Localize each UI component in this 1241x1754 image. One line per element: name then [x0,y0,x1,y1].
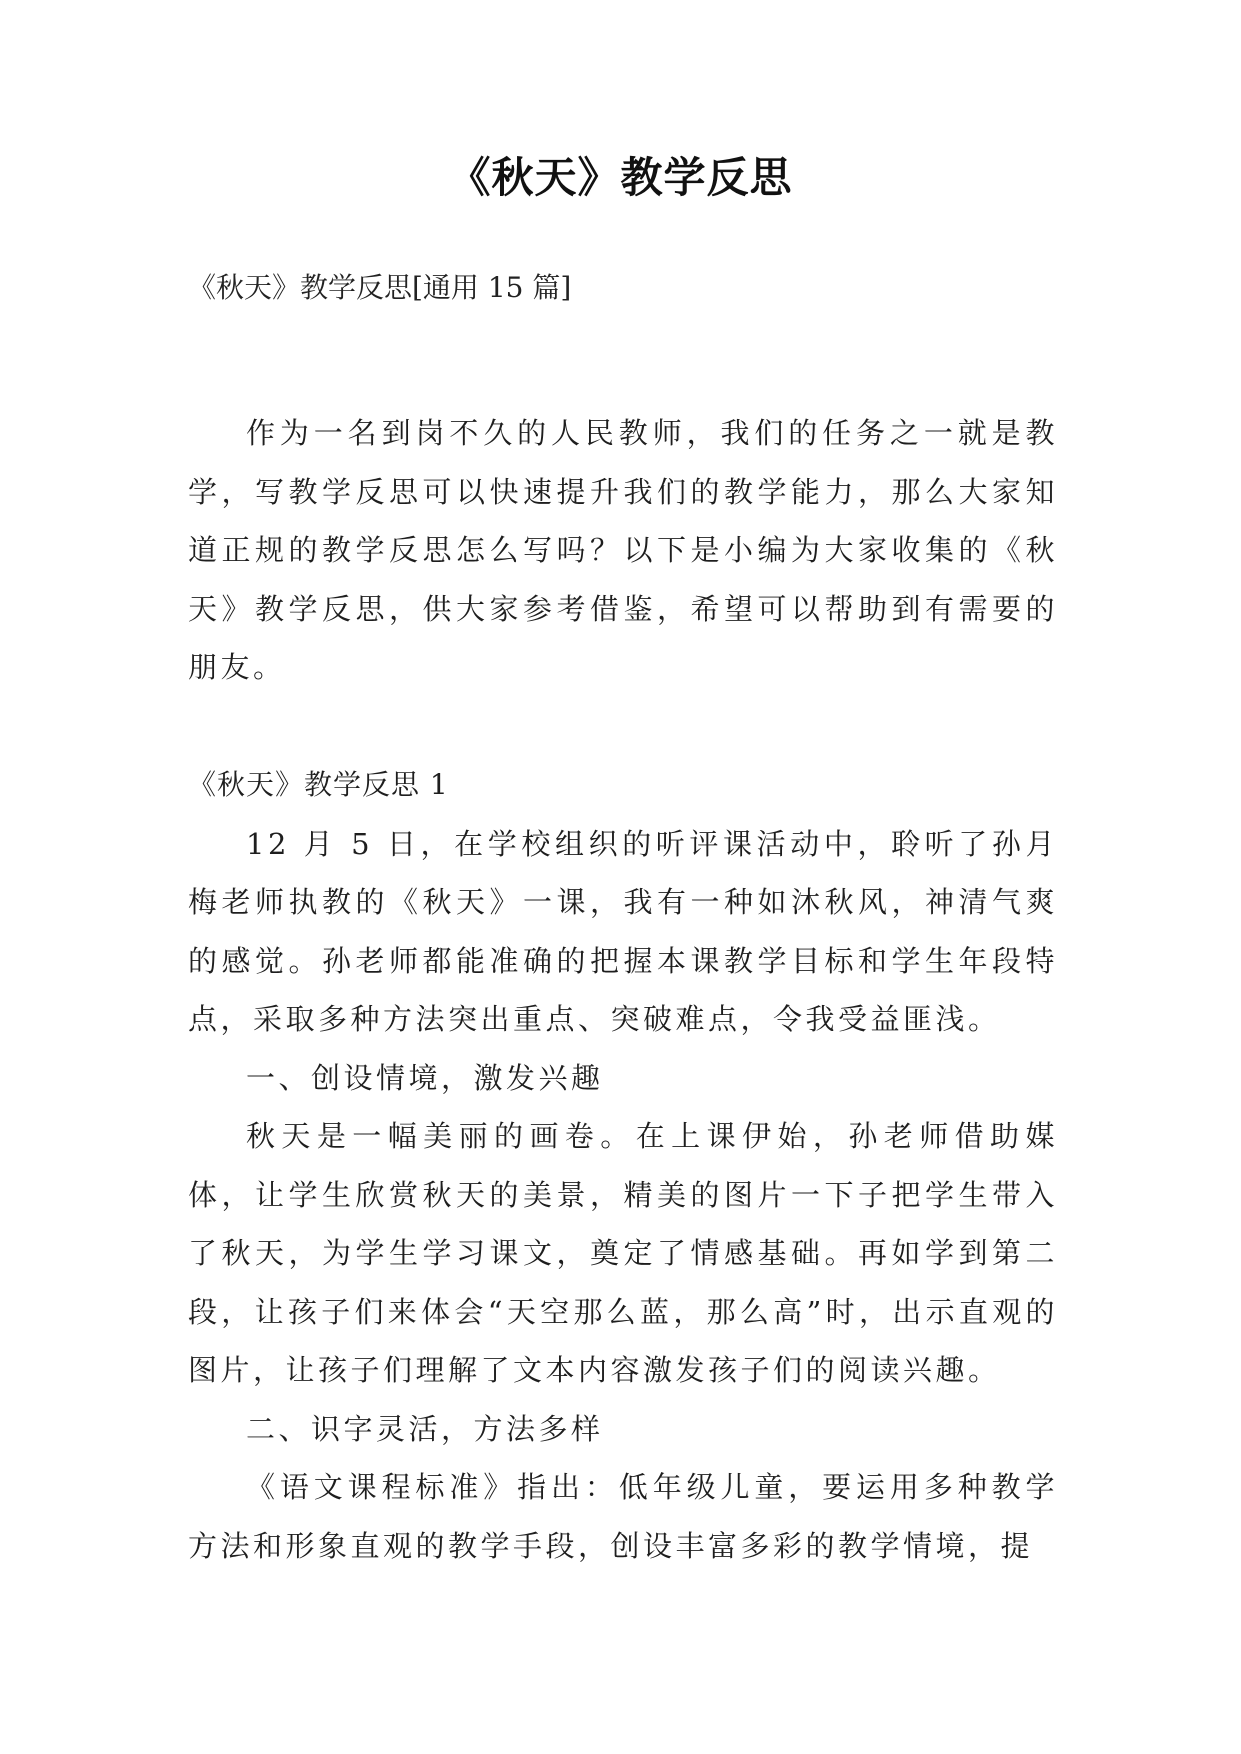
document-subtitle: 《秋天》教学反思[通用 15 篇] [188,271,572,304]
section-1 [188,756,1058,1575]
point-1-heading: 一、创设情境，激发兴趣 [246,1060,604,1095]
point-2-paragraph: 《语文课程标准》指出：低年级儿童，要运用多种教学方法和形象直观的教学手段，创设丰富多彩的教学情境，提 [188,1470,1058,1563]
intro-paragraph: 作为一名到岗不久的人民教师，我们的任务之一就是教学，写教学反思可以快速提升我们的教学能力，那么大家知道正规的教学反思怎么写吗？以下是小编为大家收集的《秋天》教学反思，供大家参考借鉴，希望可以帮助到有需要的朋友。 [188,416,1058,684]
intro-block [188,404,1058,697]
section-paragraph: 12 月 5 日，在学校组织的听评课活动中，聆听了孙月梅老师执教的《秋天》一课，我有一种如沐秋风，神清气爽的感觉。孙老师都能准确的把握本课教学目标和学生年段特点，采取多种方法突出重点、突破难点，令我受益匪浅。 [188,826,1058,1036]
point-1-paragraph: 秋天是一幅美丽的画卷。在上课伊始，孙老师借助媒体，让学生欣赏秋天的美景，精美的图片一下子把学生带入了秋天，为学生学习课文，奠定了情感基础。再如学到第二段，让孩子们来体会“天空那么蓝，那么高”时，出示直观的图片，让孩子们理解了文本内容激发孩子们的阅读兴趣。 [188,1119,1058,1387]
point-2-heading: 二、识字灵活，方法多样 [246,1411,604,1446]
section-heading: 《秋天》教学反思 1 [188,768,449,801]
document-title: 《秋天》教学反思 [448,153,793,202]
